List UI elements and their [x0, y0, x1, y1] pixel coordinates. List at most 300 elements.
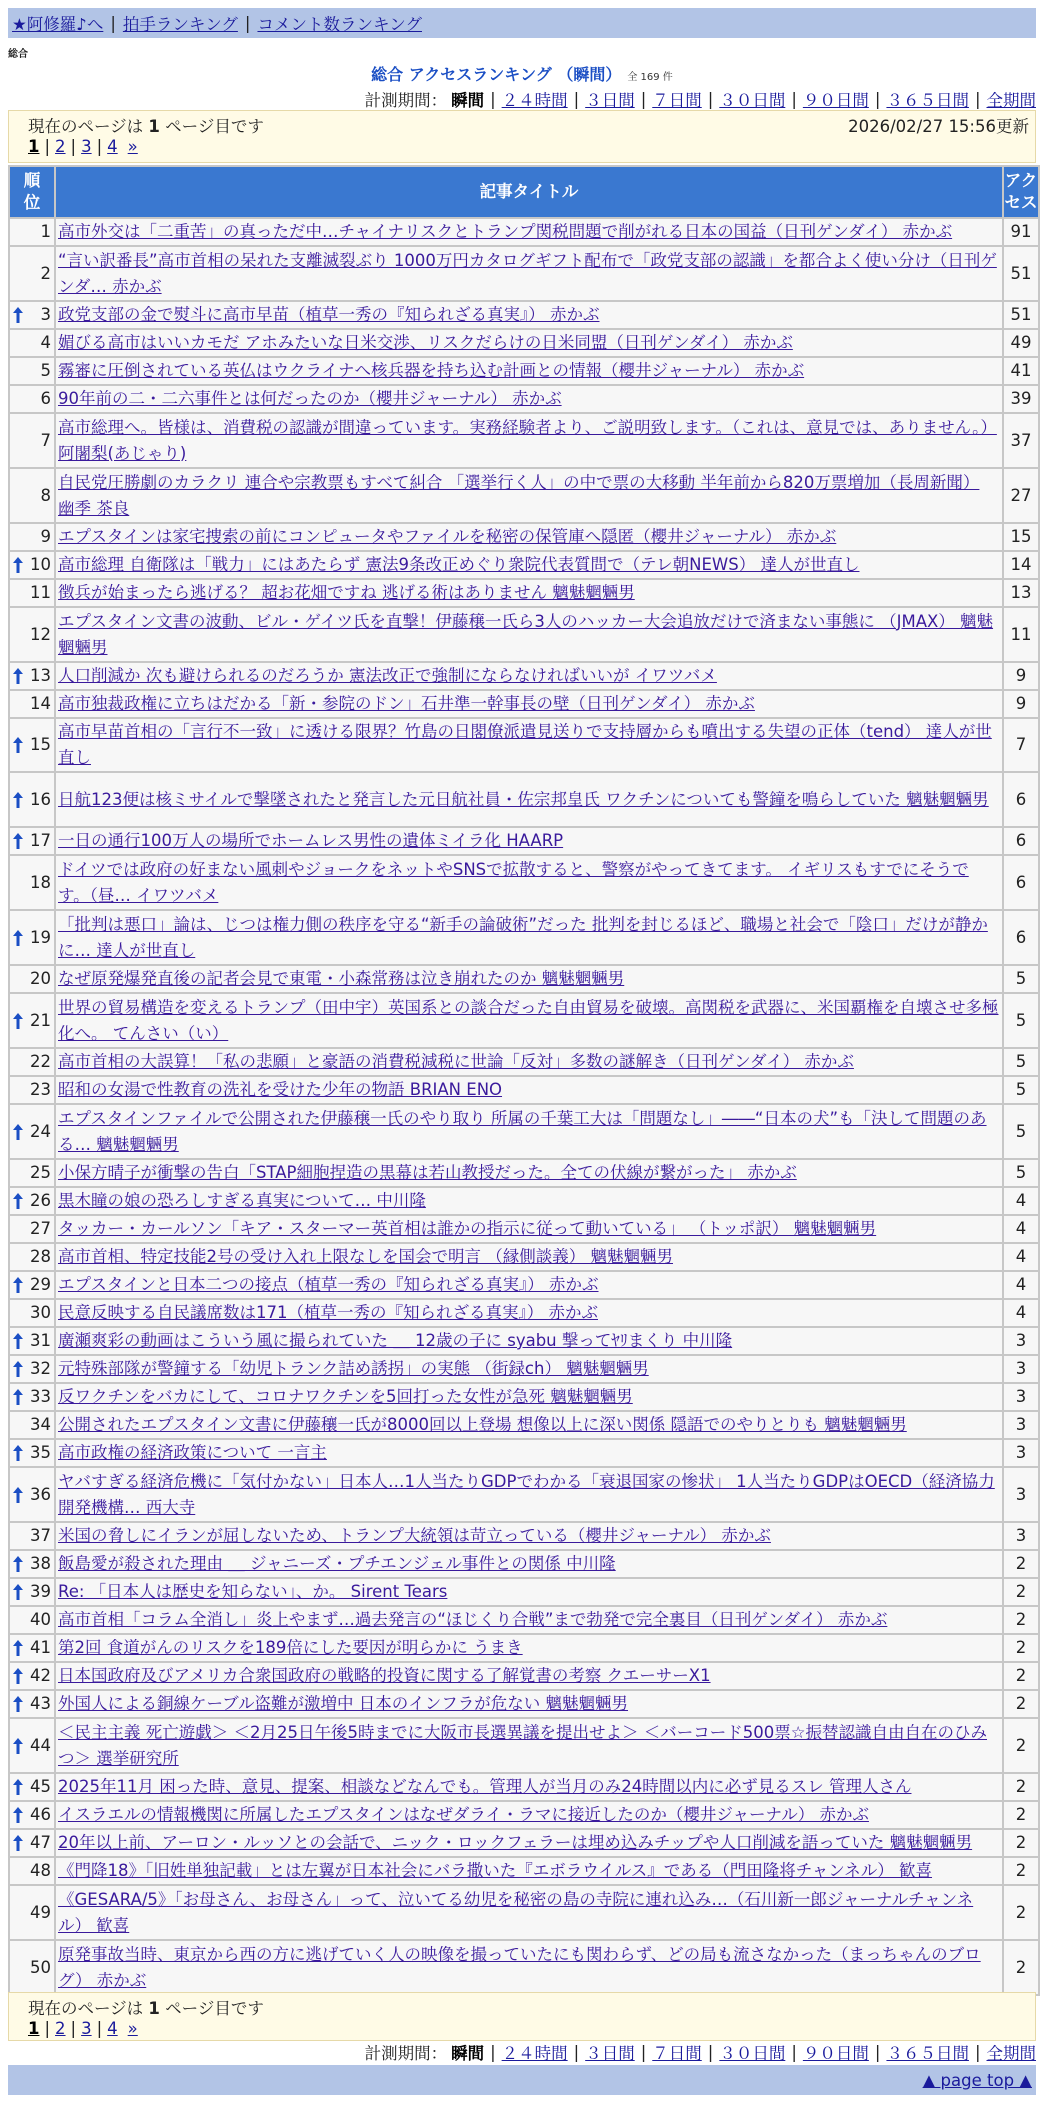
table-row [10, 1440, 1038, 1466]
up-arrow-icon [13, 1835, 23, 1851]
article-link[interactable]: Re: 「日本人は歴史を知らない」、か。 Sirent Tears [58, 1582, 448, 1601]
up-arrow-icon [13, 1389, 23, 1405]
access-count: 91 [1004, 219, 1038, 245]
period-365d-link[interactable]: ３６５日間 [886, 2044, 969, 2063]
article-link[interactable]: 高市外交は「二重苦」の真っただ中…チャイナリスクとトランプ関税問題で削がれる日本の国益（日刊ゲンダイ） 赤かぶ [58, 222, 953, 241]
article-link[interactable]: 小保方晴子が衝撃の告白「STAP細胞捏造の黒幕は若山教授だった。全ての伏線が繋がった」 赤かぶ [58, 1163, 797, 1182]
title-cell [56, 1691, 1002, 1717]
access-count: 6 [1004, 773, 1038, 826]
up-arrow-icon [13, 1696, 23, 1712]
rank-cell [10, 691, 54, 717]
title-cell [56, 580, 1002, 606]
total-count: 全 169 件 [627, 72, 673, 83]
rank-number: 50 [30, 1957, 51, 1977]
article-link[interactable]: 90年前の二・二六事件とは何だったのか（櫻井ジャーナル） 赤かぶ [58, 389, 562, 408]
table-row [10, 1300, 1038, 1326]
rank-number: 9 [40, 527, 51, 546]
rank-cell [10, 1663, 54, 1689]
rank-number: 7 [40, 430, 51, 450]
article-link[interactable]: エプスタインと日本二つの接点（植草一秀の『知られざる真実』） 赤かぶ [58, 1275, 599, 1294]
title-cell [56, 1384, 1002, 1410]
title-cell [56, 1300, 1002, 1326]
table-row [10, 966, 1038, 992]
article-link[interactable]: 高市首相「コラム全消し」炎上やまず…過去発言の“ほじくり合戦”まで勃発で完全裏目（日刊ゲンダイ） 赤かぶ [58, 1610, 888, 1629]
rank-cell [10, 1802, 54, 1828]
table-row [10, 856, 1038, 909]
period-90d-link[interactable]: ９０日間 [802, 2044, 869, 2063]
table-row [10, 247, 1038, 300]
rank-number: 38 [30, 1554, 51, 1573]
rank-cell [10, 386, 54, 412]
rank-cell [10, 608, 54, 661]
access-count: 2 [1004, 1691, 1038, 1717]
access-count: 15 [1004, 524, 1038, 550]
rank-number: 48 [30, 1861, 51, 1880]
article-link[interactable]: 公開されたエプスタイン文書に伊藤穰一氏が8000回以上登場 想像以上に深い関係 隠語でのやりとりも 魑魅魍魎男 [58, 1415, 907, 1434]
table-row [10, 1272, 1038, 1298]
article-link[interactable]: 日航123便は核ミサイルで撃墜されたと発言した元日航社員・佐宗邦皇氏 ワクチンについても警鐘を鳴らしていた 魑魅魍魎男 [58, 789, 989, 809]
access-count: 7 [1004, 719, 1038, 771]
title-cell [56, 1272, 1002, 1298]
pager-top [8, 110, 1036, 163]
title-cell [56, 1468, 1002, 1521]
access-count: 4 [1004, 1188, 1038, 1214]
title-cell [56, 386, 1002, 412]
title-cell [56, 1216, 1002, 1242]
article-link[interactable]: 高市首相、特定技能2号の受け入れ上限なしを国会で明言 （縁側談義） 魑魅魍魎男 [58, 1247, 673, 1266]
page-links: 1 | 2 | 3 | 4 » [28, 2019, 138, 2038]
title-cell [56, 330, 1002, 356]
article-link[interactable]: 第2回 食道がんのリスクを189倍にした要因が明らかに うまき [58, 1638, 523, 1657]
rank-number: 40 [30, 1610, 51, 1629]
table-row [10, 828, 1038, 854]
rank-cell [10, 358, 54, 384]
page-next-link[interactable]: » [127, 2019, 138, 2038]
period-30d-link[interactable]: ３０日間 [719, 2044, 786, 2063]
title-cell [56, 1523, 1002, 1549]
rank-number: 36 [30, 1484, 51, 1504]
access-count: 5 [1004, 1049, 1038, 1075]
rank-number: 14 [30, 694, 51, 713]
rank-number: 26 [30, 1191, 51, 1210]
period-7d-link[interactable]: ７日間 [652, 91, 702, 110]
title-cell [56, 524, 1002, 550]
title-cell [56, 1719, 1002, 1772]
rank-cell [10, 330, 54, 356]
up-arrow-icon [13, 737, 23, 753]
article-link[interactable]: 原発事故当時、東京から西の方に逃げていく人の映像を撮っていたにも関わらず、どの局も流さなかった（まっちゃんのブログ） 赤かぶ [58, 1944, 981, 1990]
article-link[interactable]: 政党支部の金で熨斗に高市早苗（植草一秀の『知られざる真実』） 赤かぶ [58, 305, 600, 324]
title-cell [56, 663, 1002, 689]
up-arrow-icon [13, 930, 23, 946]
table-row [10, 580, 1038, 606]
rank-number: 37 [30, 1526, 51, 1545]
table-row [10, 1244, 1038, 1270]
table-row [10, 552, 1038, 578]
article-link[interactable]: 日本国政府及びアメリカ合衆国政府の戦略的投資に関する了解覚書の考察 クエーサーX1 [58, 1666, 711, 1685]
period-current: 瞬間 [451, 2044, 485, 2063]
title-cell [56, 608, 1002, 661]
access-count: 13 [1004, 580, 1038, 606]
article-link[interactable]: 飯島愛が殺された理由 ＿ ジャニーズ・プチエンジェル事件との関係 中川隆 [58, 1554, 616, 1573]
table-row [10, 719, 1038, 771]
period-all-link[interactable]: 全期間 [986, 2044, 1036, 2063]
up-arrow-icon [13, 557, 23, 573]
comment-ranking-link[interactable]: コメント数ランキング [257, 15, 422, 34]
page-link-4[interactable]: 4 [107, 137, 118, 156]
table-row [10, 358, 1038, 384]
rank-cell [10, 1300, 54, 1326]
rank-number: 47 [30, 1833, 51, 1852]
table-row [10, 1719, 1038, 1772]
title-cell [56, 1579, 1002, 1605]
rank-number: 3 [40, 305, 51, 324]
rank-number: 41 [30, 1638, 51, 1657]
article-link[interactable]: イスラエルの情報機関に所属したエプスタインはなぜダライ・ラマに接近したのか（櫻井ジャーナル） 赤かぶ [58, 1805, 869, 1824]
title-cell [56, 1830, 1002, 1856]
article-link[interactable]: 廣瀬爽彩の動画はこういう風に撮られていた ＿ 12歳の子に syabu 撃ってﾔﾘまくり 中川隆 [58, 1331, 733, 1350]
rank-number: 46 [30, 1805, 51, 1824]
access-count: 2 [1004, 1551, 1038, 1577]
rank-number: 10 [30, 555, 51, 574]
nav-separator: | [110, 13, 116, 33]
page-top-link[interactable]: ▲ page top ▲ [922, 2070, 1032, 2090]
article-link[interactable]: 高市総理 自衛隊は「戦力」にはあたらず 憲法9条改正めぐり衆院代表質問で（テレ朝NEWS） 達人が世直し [58, 555, 860, 574]
up-arrow-icon [13, 792, 23, 808]
table-row [10, 1802, 1038, 1828]
page-links: 1 | 2 | 3 | 4 » [28, 137, 138, 156]
title-cell [56, 1105, 1002, 1158]
title-header: 記事タイトル [56, 167, 1002, 217]
article-link[interactable]: 《門降18》「旧姓単独記載」とは左翼が日本社会にバラ撒いた『エボラウイルス』である（門田隆将チャンネル） 歓喜 [58, 1861, 933, 1880]
title-cell [56, 773, 1002, 826]
title-cell [56, 911, 1002, 964]
period-24h-link[interactable]: ２４時間 [501, 91, 568, 110]
rank-number: 27 [30, 1219, 51, 1238]
applause-ranking-link[interactable]: 拍手ランキング [122, 15, 238, 34]
table-row [10, 773, 1038, 826]
article-link[interactable]: 霧審に圧倒されている英仏はウクライナへ核兵器を持ち込む計画との情報（櫻井ジャーナル） 赤かぶ [58, 361, 805, 380]
page-link-3[interactable]: 3 [81, 137, 92, 156]
page-link-4[interactable]: 4 [107, 2019, 118, 2038]
article-link[interactable]: エプスタインは家宅捜索の前にコンピュータやファイルを秘密の保管庫へ隠匿（櫻井ジャーナル） 赤かぶ [58, 527, 837, 546]
table-row [10, 1356, 1038, 1382]
article-link[interactable]: ヤバすぎる経済危機に「気付かない」日本人…1人当たりGDPでわかる「衰退国家の惨状」 1人当たりGDPはOECD（経済協力開発機構… 西大寺 [58, 1471, 995, 1517]
rank-number: 25 [30, 1163, 51, 1182]
article-link[interactable]: エプスタインファイルで公開された伊藤穣一氏のやり取り 所属の千葉工大は「問題なし」――“日本の犬”も「決して問題のある… 魑魅魍魎男 [58, 1108, 987, 1154]
rank-cell [10, 469, 54, 522]
rank-cell [10, 1105, 54, 1158]
title-cell [56, 966, 1002, 992]
page-link-3[interactable]: 3 [81, 2019, 92, 2038]
access-count: 4 [1004, 1244, 1038, 1270]
access-count: 2 [1004, 1635, 1038, 1661]
rank-number: 15 [30, 735, 51, 754]
rank-number: 13 [30, 666, 51, 685]
rank-number: 22 [30, 1052, 51, 1071]
access-count: 3 [1004, 1328, 1038, 1354]
table-row [10, 1551, 1038, 1577]
page-link-2[interactable]: 2 [55, 137, 66, 156]
rank-number: 43 [30, 1694, 51, 1713]
rank-number: 4 [40, 333, 51, 352]
table-row [10, 691, 1038, 717]
access-count: 2 [1004, 1941, 1038, 1994]
access-count: 4 [1004, 1300, 1038, 1326]
table-row [10, 330, 1038, 356]
article-link[interactable]: 高市総理へ。皆様は、消費税の認識が間違っています。実務経験者より、ご説明致します。（これは、意見では、ありません。） 阿闍梨(あじゃり) [58, 417, 997, 463]
period-label: 計測期間： [364, 2044, 448, 2063]
article-link[interactable]: エプスタイン文書の波動、ビル・ゲイツ氏を直撃！伊藤穣一氏ら3人のハッカー大会追放だけで済まない事態に （JMAX） 魑魅魍魎男 [58, 611, 994, 657]
access-count: 9 [1004, 663, 1038, 689]
rank-number: 16 [30, 789, 51, 809]
access-count: 2 [1004, 1774, 1038, 1800]
access-count: 39 [1004, 386, 1038, 412]
rank-cell [10, 1607, 54, 1633]
rank-number: 31 [30, 1331, 51, 1350]
rank-number: 5 [40, 361, 51, 380]
table-row [10, 524, 1038, 550]
access-count: 51 [1004, 302, 1038, 328]
access-count: 2 [1004, 1886, 1038, 1939]
up-arrow-icon [13, 1445, 23, 1461]
article-link[interactable]: 2025年11月 困った時、意見、提案、相談などなんでも。管理人が当月のみ24時間以内に必ず見るスレ 管理人さん [58, 1777, 912, 1796]
rank-cell [10, 1941, 54, 1994]
table-row [10, 1468, 1038, 1521]
title-cell [56, 302, 1002, 328]
rank-cell [10, 1244, 54, 1270]
rank-cell [10, 524, 54, 550]
period-current: 瞬間 [451, 91, 485, 110]
page-current: 1 [28, 2019, 40, 2038]
ranking-title: 総合 アクセスランキング （瞬間） [371, 65, 622, 84]
rank-number: 24 [30, 1121, 51, 1141]
rank-number: 28 [30, 1247, 51, 1266]
access-count: 9 [1004, 691, 1038, 717]
period-90d-link[interactable]: ９０日間 [802, 91, 869, 110]
title-cell [56, 691, 1002, 717]
article-link[interactable]: 黒木瞳の娘の恐ろしすぎる真実について… 中川隆 [58, 1191, 426, 1210]
title-cell [56, 1551, 1002, 1577]
ranking-table [8, 165, 1040, 1996]
pager-bottom [8, 1992, 1036, 2041]
period-24h-link[interactable]: ２４時間 [501, 2044, 568, 2063]
access-count: 5 [1004, 966, 1038, 992]
table-row [10, 219, 1038, 245]
title-cell [56, 247, 1002, 300]
access-count: 2 [1004, 1802, 1038, 1828]
table-row [10, 1886, 1038, 1939]
rank-cell [10, 1830, 54, 1856]
article-link[interactable]: ドイツでは政府の好まない風刺やジョークをネットやSNSで拡散すると、警察がやってきてます。 イギリスもすでにそうです。（昼… イワツバメ [58, 859, 969, 905]
article-link[interactable]: 米国の脅しにイランが屈しないため、トランプ大統領は苛立っている（櫻井ジャーナル） 赤かぶ [58, 1526, 771, 1545]
up-arrow-icon [13, 668, 23, 684]
rank-number: 42 [30, 1666, 51, 1685]
title-cell [56, 1774, 1002, 1800]
up-arrow-icon [13, 1668, 23, 1684]
rank-number: 45 [30, 1777, 51, 1796]
period-selector-top: 計測期間： 瞬間 | ２４時間 | ３日間 | ７日間 | ３０日間 | ９０日間 | ３６５日間 | 全期間 [365, 87, 1036, 111]
access-count: 49 [1004, 330, 1038, 356]
table-row [10, 1523, 1038, 1549]
rank-number: 23 [30, 1080, 51, 1099]
title-cell [56, 1049, 1002, 1075]
access-count: 27 [1004, 469, 1038, 522]
rank-cell [10, 1886, 54, 1939]
title-cell [56, 552, 1002, 578]
table-row [10, 994, 1038, 1047]
up-arrow-icon [13, 1013, 23, 1029]
rank-cell [10, 663, 54, 689]
rank-number: 35 [30, 1443, 51, 1462]
access-count: 3 [1004, 1412, 1038, 1438]
article-link[interactable]: 昭和の女湯で性教育の洗礼を受けた少年の物語 BRIAN ENO [58, 1080, 503, 1099]
access-count: 37 [1004, 414, 1038, 467]
table-row [10, 302, 1038, 328]
table-row [10, 1328, 1038, 1354]
article-link[interactable]: なぜ原発爆発直後の記者会見で東電・小森常務は泣き崩れたのか 魑魅魍魎男 [58, 969, 625, 988]
title-cell [56, 414, 1002, 467]
table-row [10, 1384, 1038, 1410]
article-link[interactable]: 「批判は悪口」論は、じつは権力側の秩序を守る“新手の論破術”だった 批判を封じるほど、職場と社会で「陰口」だけが静かに… 達人が世直し [58, 914, 988, 960]
access-count: 5 [1004, 994, 1038, 1047]
table-row [10, 1774, 1038, 1800]
table-row [10, 386, 1038, 412]
article-link[interactable]: 自民党圧勝劇のカラクリ 連合や宗教票もすべて糾合 「選挙行く人」の中で票の大移動 半年前から820万票増加（長周新聞） 幽季 茶良 [58, 472, 980, 518]
article-link[interactable]: 一日の通行100万人の場所でホームレス男性の遺体ミイラ化 HAARP [58, 831, 564, 850]
rank-cell [10, 1523, 54, 1549]
up-arrow-icon [13, 1779, 23, 1795]
current-page-text: 現在のページは 1 ページ目です [28, 117, 264, 136]
access-count: 2 [1004, 1830, 1038, 1856]
article-link[interactable]: 民意反映する自民議席数は171（植草一秀の『知られざる真実』） 赤かぶ [58, 1303, 598, 1322]
article-link[interactable]: 《GESARA/5》「お母さん、お母さん」って、泣いてる幼児を秘密の島の寺院に連れ込み…（石川新一郎ジャーナルチャンネル） 歓喜 [58, 1889, 974, 1935]
period-3d-link[interactable]: ３日間 [585, 2044, 635, 2063]
home-link[interactable]: ★阿修羅♪へ [12, 15, 104, 34]
table-row [10, 414, 1038, 467]
up-arrow-icon [13, 1584, 23, 1600]
rank-cell [10, 1049, 54, 1075]
article-link[interactable]: 媚びる高市はいいカモだ アホみたいな日米交渉、リスクだらけの日米同盟（日刊ゲンダイ） 赤かぶ [58, 333, 793, 352]
period-365d-link[interactable]: ３６５日間 [886, 91, 969, 110]
rank-number: 17 [30, 831, 51, 850]
table-row [10, 1830, 1038, 1856]
rank-number: 34 [30, 1415, 51, 1434]
title-cell [56, 1244, 1002, 1270]
access-count: 2 [1004, 1858, 1038, 1884]
rank-number: 19 [30, 927, 51, 947]
current-page-text: 現在のページは 1 ページ目です [28, 1999, 264, 2018]
access-count: 3 [1004, 1384, 1038, 1410]
title-cell [56, 1802, 1002, 1828]
article-link[interactable]: 反ワクチンをバカにして、コロナワクチンを5回打った女性が急死 魑魅魍魎男 [58, 1387, 633, 1406]
rank-cell [10, 1384, 54, 1410]
table-row [10, 1077, 1038, 1103]
article-link[interactable]: 高市首相の大誤算！「私の悲願」と豪語の消費税減税に世論「反対」多数の謎解き（日刊ゲンダイ） 赤かぶ [58, 1052, 854, 1071]
access-count: 6 [1004, 911, 1038, 964]
rank-number: 12 [30, 624, 51, 644]
period-30d-link[interactable]: ３０日間 [719, 91, 786, 110]
updated-time: 2026/02/27 15:56更新 [848, 117, 1029, 136]
access-count: 4 [1004, 1216, 1038, 1242]
article-link[interactable]: 世界の貿易構造を変えるトランプ（田中宇）英国系との談合だった自由貿易を破壊。高関税を武器に、米国覇権を自壊させ多極化へ。 てんさい（い） [58, 997, 999, 1043]
rank-number: 18 [30, 872, 51, 892]
table-row [10, 1049, 1038, 1075]
access-count: 5 [1004, 1160, 1038, 1186]
title-cell [56, 1077, 1002, 1103]
rank-number: 32 [30, 1359, 51, 1378]
rank-number: 30 [30, 1303, 51, 1322]
access-count: 14 [1004, 552, 1038, 578]
title-cell [56, 1635, 1002, 1661]
article-link[interactable]: 元特殊部隊が警鐘する「幼児トランク詰め誘拐」の実態 （街録ch） 魑魅魍魎男 [58, 1359, 649, 1378]
rank-number: 33 [30, 1387, 51, 1406]
rank-cell [10, 1077, 54, 1103]
up-arrow-icon [13, 1333, 23, 1349]
table-row [10, 911, 1038, 964]
rank-number: 6 [40, 389, 51, 408]
title-cell [56, 994, 1002, 1047]
article-link[interactable]: 高市独裁政権に立ちはだかる「新・参院のドン」石井準一幹事長の壁（日刊ゲンダイ） 赤かぶ [58, 694, 755, 713]
article-link[interactable]: ＜民主主義 死亡遊戯＞ ＜2月25日午後5時までに大阪市長選異議を提出せよ＞ ＜バーコード500票☆振替認識自由自在のひみつ＞ 選挙研究所 [58, 1722, 988, 1768]
table-row [10, 663, 1038, 689]
title-cell [56, 1328, 1002, 1354]
article-link[interactable]: 人口削減か 次も避けられるのだろうか 憲法改正で強制にならなければいいが イワツバメ [58, 666, 717, 685]
rank-cell [10, 1216, 54, 1242]
title-cell [56, 1188, 1002, 1214]
period-7d-link[interactable]: ７日間 [652, 2044, 702, 2063]
rank-number: 44 [30, 1735, 51, 1755]
page-next-link[interactable]: » [127, 137, 138, 156]
access-count: 4 [1004, 1272, 1038, 1298]
period-label: 計測期間： [364, 91, 448, 110]
title-cell [56, 1858, 1002, 1884]
article-link[interactable]: 高市早苗首相の「言行不一致」に透ける限界？竹島の日閣僚派遣見送りで支持層からも噴出する失望の正体（tend） 達人が世直し [58, 722, 992, 767]
rank-number: 20 [30, 969, 51, 988]
access-count: 2 [1004, 1663, 1038, 1689]
period-3d-link[interactable]: ３日間 [585, 91, 635, 110]
rank-cell [10, 773, 54, 826]
rank-cell [10, 856, 54, 909]
article-link[interactable]: 外国人による銅線ケーブル盗難が激増中 日本のインフラが危ない 魑魅魍魎男 [58, 1694, 629, 1713]
rank-number: 2 [40, 263, 51, 283]
table-row [10, 1635, 1038, 1661]
article-link[interactable]: 高市政権の経済政策について 一言主 [58, 1443, 327, 1462]
access-count: 5 [1004, 1077, 1038, 1103]
rank-cell [10, 414, 54, 467]
table-row [10, 1105, 1038, 1158]
access-count: 41 [1004, 358, 1038, 384]
article-link[interactable]: “言い訳番長”高市首相の呆れた支離滅裂ぶり 1000万円カタログギフト配布で「政党支部の認識」を都合よく使い分け（日刊ゲンダ… 赤かぶ [58, 250, 997, 296]
period-all-link[interactable]: 全期間 [986, 91, 1036, 110]
page-link-2[interactable]: 2 [55, 2019, 66, 2038]
rank-cell [10, 994, 54, 1047]
title-cell [56, 1941, 1002, 1994]
rank-cell [10, 1774, 54, 1800]
article-link[interactable]: 20年以上前、アーロン・ルッソとの会話で、ニック・ロックフェラーは埋め込みチップや人口削減を語っていた 魑魅魍魎男 [58, 1833, 973, 1852]
rank-number: 11 [30, 583, 51, 602]
access-count: 51 [1004, 247, 1038, 300]
rank-cell [10, 966, 54, 992]
rank-cell [10, 1356, 54, 1382]
title-cell [56, 1356, 1002, 1382]
section-label: 総合 [8, 49, 28, 60]
article-link[interactable]: タッカー・カールソン「キア・スターマー英首相は誰かの指示に従って動いている」 （トッポ訳） 魑魅魍魎男 [58, 1219, 877, 1238]
title-cell [56, 1663, 1002, 1689]
page-title [0, 62, 1044, 85]
article-link[interactable]: 徴兵が始まったら逃げる？ 超お花畑ですね 逃げる術はありません 魑魅魍魎男 [58, 583, 635, 602]
rank-cell [10, 552, 54, 578]
